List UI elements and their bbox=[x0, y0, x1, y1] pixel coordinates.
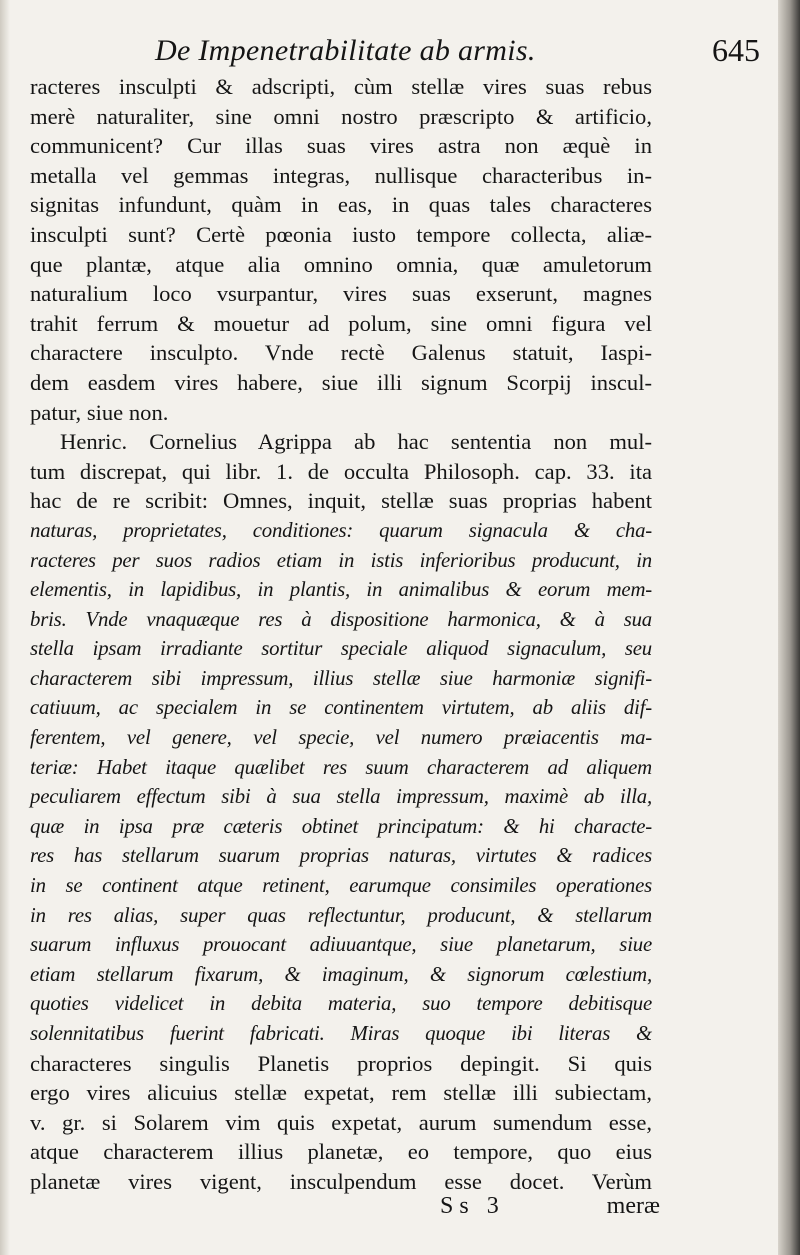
text-line: ferentem, vel genere, vel specie, vel numero præiacentis ma- bbox=[30, 726, 652, 750]
text-line: tum discrepat, qui libr. 1. de occulta Philosoph. cap. 33. ita bbox=[30, 458, 652, 484]
text-line: stella ipsam irradiante sortitur speciale aliquod signaculum, seu bbox=[30, 637, 652, 661]
text-line: que plantæ, atque alia omnino omnia, quæ amuletorum bbox=[30, 251, 652, 277]
text-line: v. gr. si Solarem vim quis expetat, aurum sumendum esse, bbox=[30, 1109, 652, 1135]
catchword: meræ bbox=[606, 1193, 660, 1219]
text-line: ergo vires alicuius stellæ expetat, rem stellæ illi subiectam, bbox=[30, 1080, 652, 1106]
page-edge-shadow-right bbox=[778, 0, 800, 1255]
text-line: naturalium loco vsurpantur, vires suas exserunt, magnes bbox=[30, 281, 652, 307]
text-line: bris. Vnde vnaquæque res à dispositione harmonica, & à sua bbox=[30, 607, 652, 631]
page-edge-shadow-left bbox=[0, 0, 10, 1255]
text-line: communicent? Cur illas suas vires astra non æquè in bbox=[30, 133, 652, 159]
text-line: patur, siue non. bbox=[30, 399, 169, 425]
running-title: De Impenetrabilitate ab armis. bbox=[155, 34, 536, 67]
text-line: metalla vel gemmas integras, nullisque characteribus in- bbox=[30, 162, 652, 188]
page-footer bbox=[0, 1193, 800, 1227]
text-line: signitas infundunt, quàm in eas, in quas tales characteres bbox=[30, 192, 652, 218]
page-number: 645 bbox=[712, 32, 760, 68]
text-line: in se continent atque retinent, earumque consimiles operationes bbox=[30, 874, 652, 898]
text-line: quoties videlicet in debita materia, suo tempore debitisque bbox=[30, 992, 652, 1016]
signature-mark: Ss 3 bbox=[440, 1193, 505, 1219]
text-line: etiam stellarum fixarum, & imaginum, & signorum cœlestium, bbox=[30, 962, 652, 986]
text-line: charactere insculpto. Vnde rectè Galenus statuit, Iaspi- bbox=[30, 340, 652, 366]
text-line: peculiarem effectum sibi à sua stella impressum, maximè ab illa, bbox=[30, 785, 652, 809]
text-line: hac de re scribit: Omnes, inquit, stellæ suas proprias habent bbox=[30, 488, 652, 514]
page-header bbox=[155, 34, 760, 74]
text-line: suarum influxus prouocant adiuuantque, siue planetarum, siue bbox=[30, 933, 652, 957]
text-line: naturas, proprietates, conditiones: quarum signacula & cha- bbox=[30, 518, 652, 542]
text-line: elementis, in lapidibus, in plantis, in animalibus & eorum mem- bbox=[30, 578, 652, 602]
text-line: solennitatibus fuerint fabricati. Miras quoque ibi literas & bbox=[30, 1022, 652, 1045]
text-line: Henric. Cornelius Agrippa ab hac sententia non mul- bbox=[60, 429, 652, 455]
text-line: atque characterem illius planetæ, eo tempore, quo eius bbox=[30, 1139, 652, 1165]
text-line: dem easdem vires habere, siue illi signum Scorpij inscul- bbox=[30, 369, 652, 395]
text-line: in res alias, super quas reflectuntur, producunt, & stellarum bbox=[30, 903, 652, 927]
text-line: catiuum, ac specialem in se continentem virtutem, ab aliis dif- bbox=[30, 696, 652, 720]
body-text bbox=[30, 72, 652, 1197]
text-line: trahit ferrum & mouetur ad polum, sine omni figura vel bbox=[30, 310, 652, 336]
text-line: racteres per suos radios etiam in istis inferioribus producunt, in bbox=[30, 548, 652, 572]
text-line: characteres singulis Planetis proprios depingit. Si quis bbox=[30, 1050, 652, 1076]
text-line: racteres insculpti & adscripti, cùm stellæ vires suas rebus bbox=[30, 74, 652, 99]
text-line: insculpti sunt? Certè pœonia iusto tempore collecta, aliæ- bbox=[30, 221, 652, 247]
text-line: planetæ vires vigent, insculpendum esse docet. Verùm bbox=[30, 1168, 652, 1194]
text-line: res has stellarum suarum proprias naturas, virtutes & radices bbox=[30, 844, 652, 868]
text-line: teriæ: Habet itaque quælibet res suum characterem ad aliquem bbox=[30, 755, 652, 779]
text-line: characterem sibi impressum, illius stellæ siue harmoniæ signifi- bbox=[30, 666, 652, 690]
text-line: merè naturaliter, sine omni nostro præscripto & artificio, bbox=[30, 103, 652, 129]
text-line: quæ in ipsa præ cæteris obtinet principatum: & hi characte- bbox=[30, 814, 652, 838]
